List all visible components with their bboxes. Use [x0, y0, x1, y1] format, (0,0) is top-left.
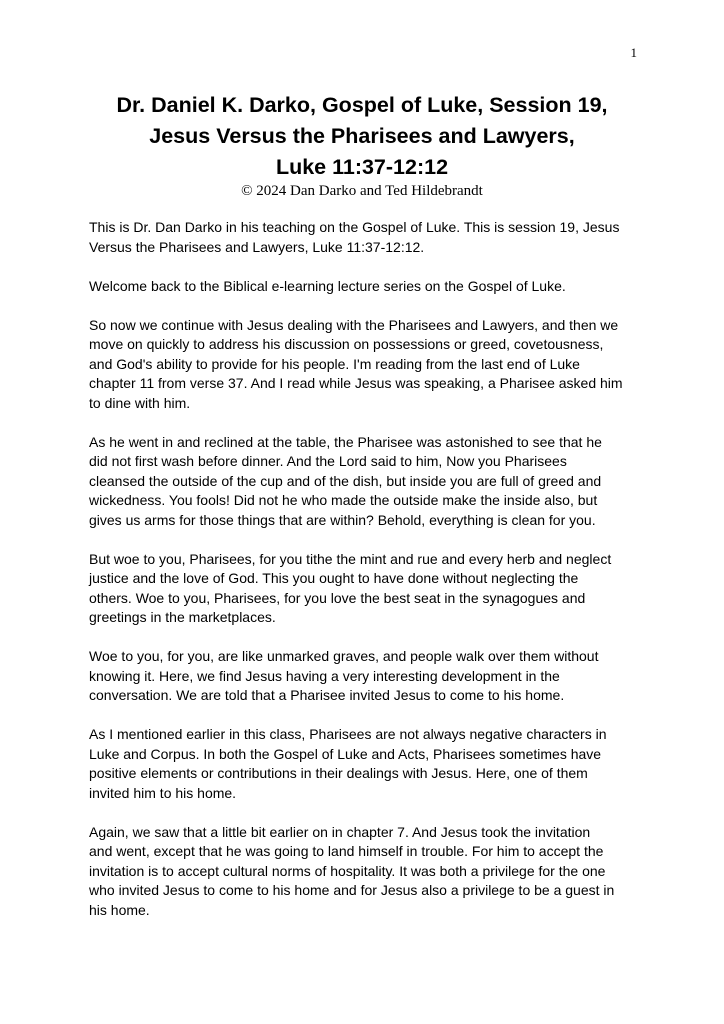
body-text: [89, 218, 644, 940]
paragraph-line: and went, except that he was going to land himself in trouble. For him to accept the: [89, 843, 604, 859]
paragraph-line: knowing it. Here, we find Jesus having a very interesting development in the: [89, 667, 560, 684]
paragraph-line: invited him to his home.: [89, 784, 237, 801]
paragraph-line: move on quickly to address his discussion on possessions or greed, covetousness,: [89, 336, 604, 352]
paragraph-line: greetings in the marketplaces.: [89, 609, 276, 625]
paragraph-line: to dine with him.: [89, 394, 191, 411]
paragraph-line: Versus the Pharisees and Lawyers, Luke 11:37-12:12.: [89, 238, 425, 255]
paragraph-line: who invited Jesus to come to his home and for Jesus also a privilege to be a guest in: [89, 882, 615, 898]
paragraph-line: Woe to you, for you, are like unmarked graves, and people walk over them without: [89, 648, 599, 664]
paragraph-line: positive elements or contributions in their dealings with Jesus. Here, one of them: [89, 765, 588, 781]
paragraph-line: justice and the love of God. This you ought to have done without neglecting the: [89, 570, 579, 586]
paragraph-line: Luke and Corpus. In both the Gospel of Luke and Acts, Pharisees sometimes have: [89, 745, 602, 762]
paragraph-line: invitation is to accept cultural norms of hospitality. It was both a privilege for the one: [89, 862, 606, 879]
paragraph-line: As he went in and reclined at the table, the Pharisee was astonished to see that he: [89, 433, 602, 450]
paragraph-line: conversation. We are told that a Pharisee invited Jesus to come to his home.: [89, 687, 565, 703]
paragraph-line: cleansed the outside of the cup and of the dish, but inside you are full of greed and: [89, 472, 602, 489]
paragraph-line: his home.: [89, 901, 150, 918]
paragraph-line: others. Woe to you, Pharisees, for you love the best seat in the synagogues and: [89, 589, 586, 606]
paragraph-line: did not first wash before dinner. And the Lord said to him, Now you Pharisees: [89, 453, 567, 469]
title-block: [60, 90, 664, 200]
paragraph-line: Welcome back to the Biblical e-learning lecture series on the Gospel of Luke.: [89, 277, 566, 294]
paragraph-line: This is Dr. Dan Darko in his teaching on the Gospel of Luke. This is session 19, Jesus: [89, 219, 620, 235]
title-line-1: Dr. Daniel K. Darko, Gospel of Luke, Session 19,: [116, 93, 608, 117]
paragraph-intro: [89, 218, 644, 257]
title-line-2: Jesus Versus the Pharisees and Lawyers,: [149, 124, 575, 148]
paragraph-line: So now we continue with Jesus dealing with the Pharisees and Lawyers, and then we: [89, 316, 619, 333]
paragraph-welcome: [89, 277, 644, 297]
paragraph-line: Again, we saw that a little bit earlier on in chapter 7. And Jesus took the invitation: [89, 823, 591, 840]
paragraph-graves: [89, 647, 644, 706]
paragraph-line: wickedness. You fools! Did not he who made the outside make the inside also, but: [89, 492, 598, 508]
paragraph-line: chapter 11 from verse 37. And I read while Jesus was speaking, a Pharisee asked him: [89, 375, 623, 391]
paragraph-woe-pharisees: [89, 550, 644, 628]
title-line-3: Luke 11:37-12:12: [275, 155, 449, 179]
paragraph-reading: [89, 316, 644, 414]
paragraph-line: gives us arms for those things that are within? Behold, everything is clean for you.: [89, 511, 596, 528]
page-number: 1: [630, 45, 637, 60]
paragraph-line: But woe to you, Pharisees, for you tithe the mint and rue and every herb and neglect: [89, 550, 612, 567]
paragraph-pharisees-characters: [89, 725, 644, 803]
paragraph-line: and God's ability to provide for his people. I'm reading from the last end of Luke: [89, 355, 580, 372]
paragraph-invitation: [89, 823, 644, 921]
paragraph-table: [89, 433, 644, 531]
paragraph-line: As I mentioned earlier in this class, Pharisees are not always negative characters in: [89, 726, 607, 742]
copyright-notice: © 2024 Dan Darko and Ted Hildebrandt: [241, 183, 483, 199]
